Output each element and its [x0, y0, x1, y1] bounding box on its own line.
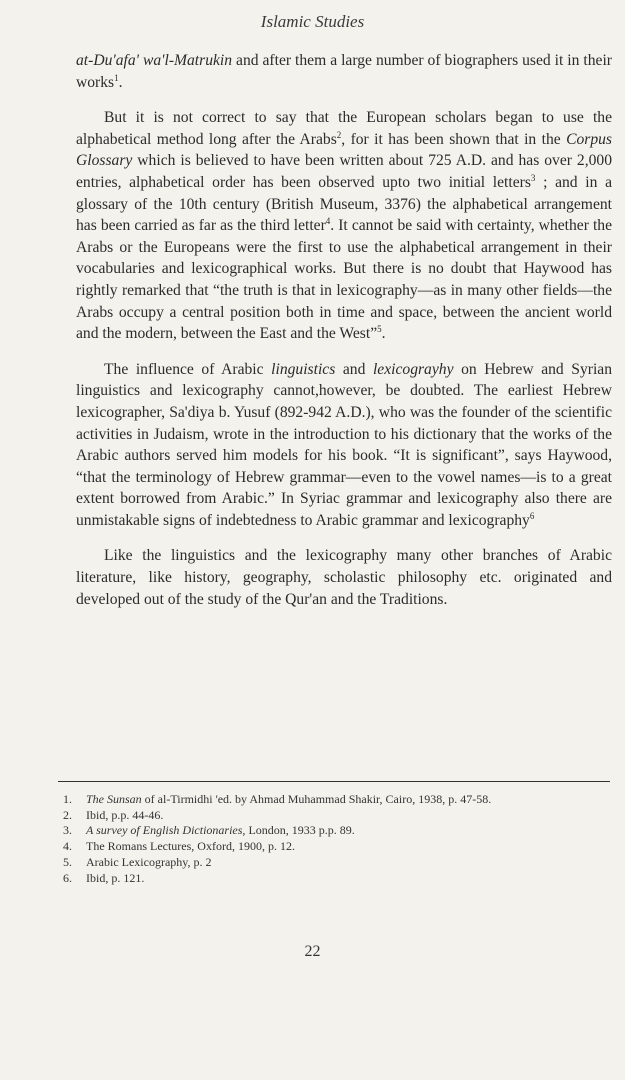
- text-run: on Hebrew and Syrian linguistics and lexicography cannot,however, be doubted. The earliest Hebrew lexicographer, Sa'diya b. Yusuf (892-942 A.D.), who was the founder of the scientific activities in Judaism, wrote in the introduction to his dictionary that the works of the Arabic authors served him models for his book. “It is significant”, says Haywood, “that the terminology of Hebrew grammar—even to the vowel names—is to a great extent borrowed from Arabic.” In Syriac grammar and lexicography also there are unmistakable signs of indebtedness to Arabic grammar and lexicography: [76, 360, 613, 529]
- text-run: and after them a large number of biographers used it in their works: [76, 52, 612, 91]
- footnote-text: [86, 871, 144, 885]
- footnote-reference: 6: [529, 510, 535, 521]
- body-text: [76, 50, 612, 624]
- page-number: 22: [304, 943, 321, 960]
- paragraph-3: [76, 359, 612, 532]
- footnote-reference: 1: [114, 72, 119, 83]
- footnote-number: 3.: [63, 823, 72, 838]
- text-run: and: [335, 360, 373, 378]
- footnote-4: [58, 839, 610, 855]
- text-run: The influence of Arabic: [104, 360, 272, 378]
- footnote-number: 2.: [63, 807, 72, 822]
- footnote-number: 4.: [63, 839, 72, 854]
- italic-text: The Sunsan: [86, 792, 142, 806]
- text-run: Ibid, p. 121.: [86, 870, 145, 885]
- text-run: ; and in a glossary of the 10th century (British Museum, 3376) the alphabetical arrangement has been carried as far as the third letter: [76, 173, 612, 235]
- footnote-3: [58, 823, 610, 839]
- text-run: of al-Tirmidhi 'ed. by Ahmad Muhammad Shakir, Cairo, 1938, p. 47-58.: [141, 792, 492, 806]
- paragraph-2: [76, 107, 612, 345]
- text-run: Ibid, p.p. 44-46.: [86, 807, 164, 822]
- text-run: .: [118, 73, 123, 91]
- footnote-reference: 2: [336, 129, 342, 140]
- italic-text: linguistics: [271, 360, 336, 378]
- footnote-1: [58, 792, 610, 808]
- text-run: The Romans Lectures, Oxford, 1900, p. 12.: [86, 839, 295, 854]
- footnote-6: [58, 871, 610, 887]
- footnote-5: [58, 855, 610, 871]
- footnotes: [58, 792, 610, 886]
- footnote-2: [58, 808, 610, 824]
- italic-text: A survey of English Dictionaries,: [86, 823, 246, 838]
- italic-text: Corpus Glossary: [76, 130, 612, 170]
- footnote-number: 5.: [63, 854, 72, 869]
- italic-text: at-Du'afa' wa'l-Matrukin: [76, 52, 233, 69]
- text-run: London, 1933 p.p. 89.: [245, 823, 355, 838]
- text-run: . It cannot be said with certainty, whether the Arabs or the Europeans were the first to use the alphabetical arrangement in their vocabularies and lexicographical works. But there is no doubt that Haywood has rightly remarked that “the truth is that in lexicography—as in many other fields—the Arabs occupy a central position both in time and space, between the ancient world and the modern, between the East and the West”: [76, 217, 612, 343]
- footnote-text: [86, 823, 355, 837]
- italic-text: lexicograyhy: [372, 360, 454, 378]
- footnote-text: [86, 839, 295, 853]
- footnote-reference: 3: [530, 172, 536, 183]
- text-run: But it is not correct to say that the European scholars began to use the alphabetical method long after the Arabs: [76, 109, 612, 148]
- footnote-text: [86, 855, 212, 869]
- footnote-reference: 5: [377, 323, 382, 334]
- footnote-number: 1.: [63, 792, 72, 806]
- text-run: , for it has been shown that in the: [341, 130, 567, 148]
- footnote-text: [86, 808, 163, 822]
- text-run: Like the linguistics and the lexicography many other branches of Arabic literature, like history, geography, scholastic philosophy etc. originated and developed out of the study of the Qur'an and the Traditions.: [76, 547, 612, 608]
- text-run: which is believed to have been written about 725 A.D. and has over 2,000 entries, alphabetical order has been observed upto two initial letters: [76, 152, 612, 191]
- text-run: .: [381, 325, 386, 343]
- footnote-number: 6.: [63, 870, 72, 885]
- footnote-reference: 4: [325, 215, 331, 226]
- running-header: Islamic Studies: [260, 12, 365, 31]
- paragraph-4: [76, 545, 612, 610]
- footnote-text: [86, 792, 491, 806]
- footnote-divider: [58, 781, 610, 782]
- text-run: Arabic Lexicography, p. 2: [86, 854, 212, 869]
- paragraph-1: [76, 50, 612, 93]
